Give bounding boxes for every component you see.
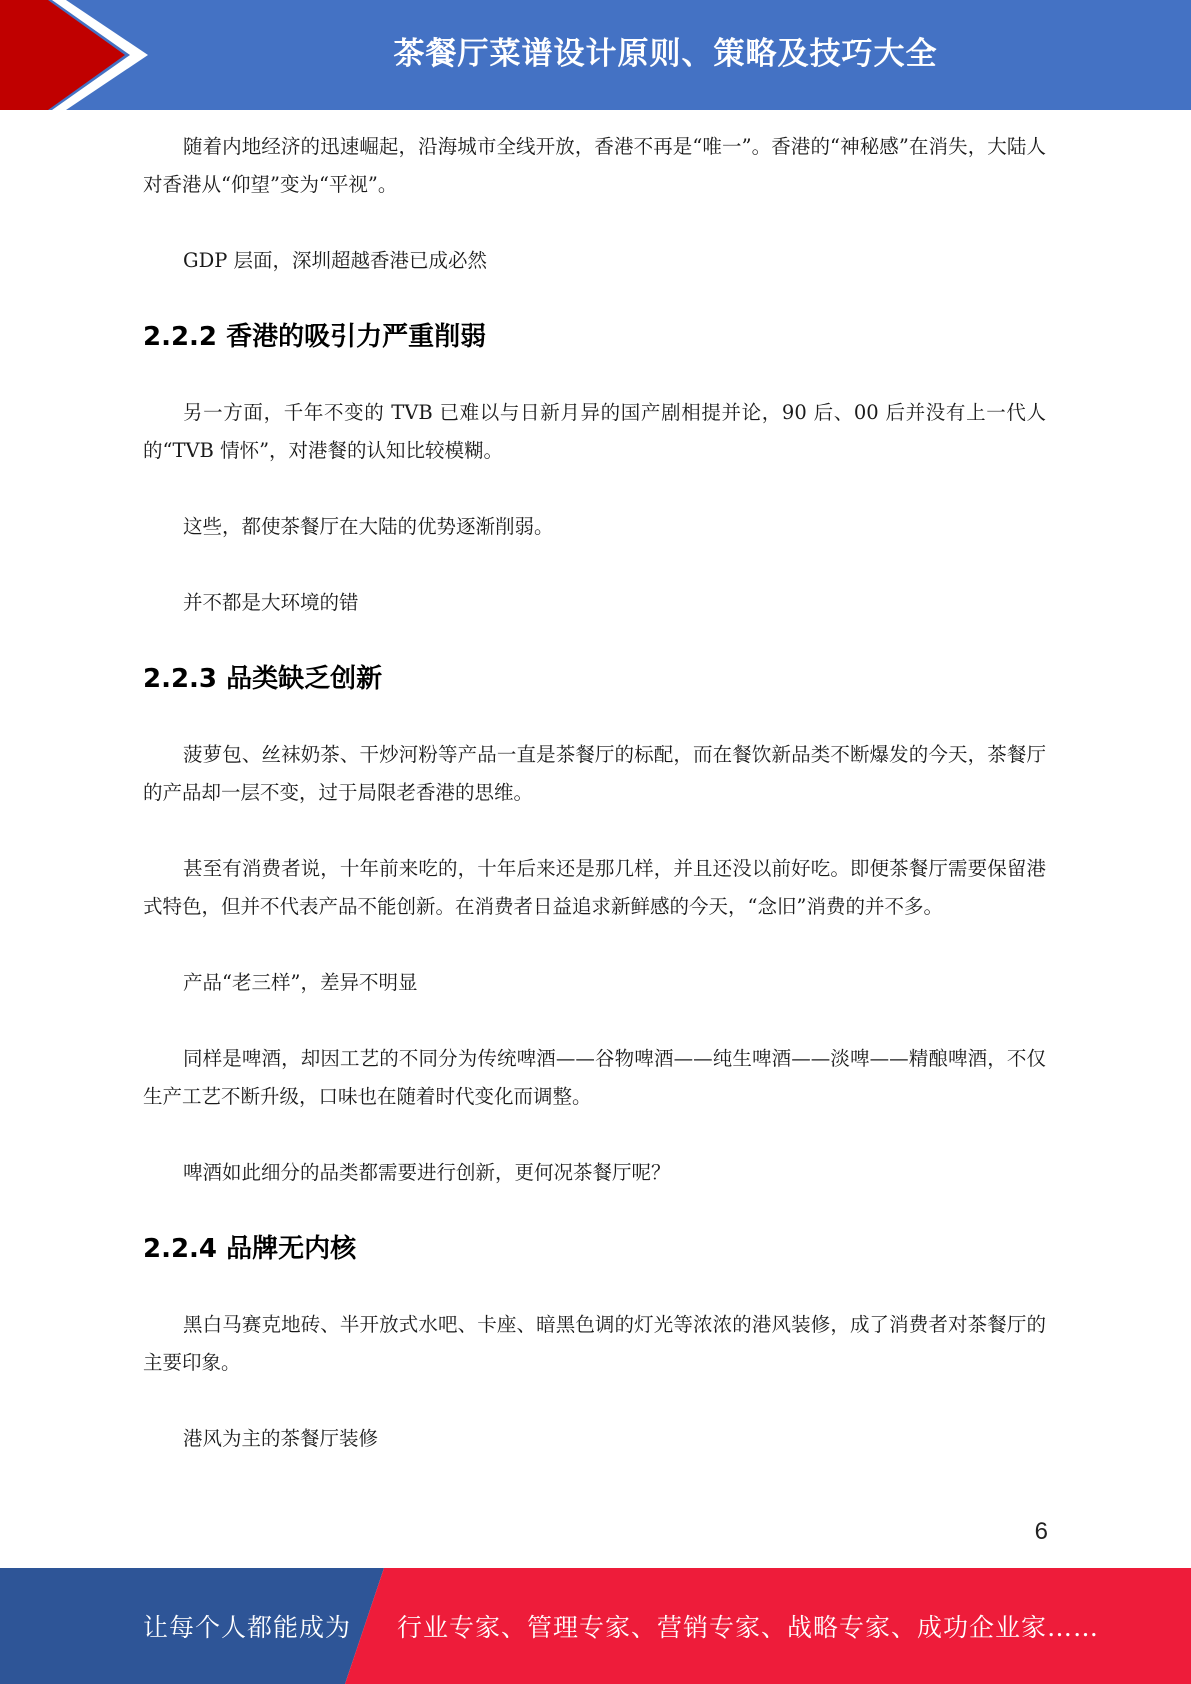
paragraph: 另一方面，千年不变的 TVB 已难以与日新月异的国产剧相提并论，90 后、00 后并没有上一代人的“TVB 情怀”，对港餐的认知比较模糊。 (143, 401, 1046, 462)
paragraph: 港风为主的茶餐厅装修 (183, 1427, 379, 1450)
paragraph: 同样是啤酒，却因工艺的不同分为传统啤酒——谷物啤酒——纯生啤酒——淡啤——精酿啤酒，不仅生产工艺不断升级，口味也在随着时代变化而调整。 (143, 1047, 1046, 1108)
paragraph: 产品“老三样”，差异不明显 (183, 971, 418, 994)
paragraph: 甚至有消费者说，十年前来吃的，十年后来还是那几样，并且还没以前好吃。即便茶餐厅需要保留港式特色，但并不代表产品不能创新。在消费者日益追求新鲜感的今天，“念旧”消费的并不多。 (143, 857, 1046, 918)
paragraph: 啤酒如此细分的品类都需要进行创新，更何况茶餐厅呢？ (183, 1161, 671, 1184)
page-footer (0, 1568, 1191, 1684)
paragraph: GDP 层面，深圳超越香港已成必然 (183, 249, 488, 272)
document-title: 茶餐厅菜谱设计原则、策略及技巧大全 (393, 35, 938, 72)
section-heading: 2.2.4 品牌无内核 (143, 1234, 357, 1264)
document-body (143, 128, 1046, 1458)
footer-slogan-left: 让每个人都能成为 (143, 1613, 352, 1642)
paragraph: 随着内地经济的迅速崛起，沿海城市全线开放，香港不再是“唯一”。香港的“神秘感”在消失，大陆人对香港从“仰望”变为“平视”。 (143, 135, 1046, 196)
section-heading: 2.2.3 品类缺乏创新 (143, 664, 383, 694)
paragraph: 这些，都使茶餐厅在大陆的优势逐渐削弱。 (183, 515, 554, 538)
page-header (0, 0, 1191, 110)
page-number: 6 (1034, 1518, 1048, 1545)
paragraph: 黑白马赛克地砖、半开放式水吧、卡座、暗黑色调的灯光等浓浓的港风装修，成了消费者对茶餐厅的主要印象。 (143, 1313, 1046, 1374)
footer-slogan-right: 行业专家、管理专家、营销专家、战略专家、成功企业家…… (397, 1613, 1100, 1642)
section-heading: 2.2.2 香港的吸引力严重削弱 (143, 322, 487, 352)
paragraph: 并不都是大环境的错 (183, 591, 359, 614)
paragraph: 菠萝包、丝袜奶茶、干炒河粉等产品一直是茶餐厅的标配，而在餐饮新品类不断爆发的今天，茶餐厅的产品却一层不变，过于局限老香港的思维。 (143, 743, 1046, 804)
